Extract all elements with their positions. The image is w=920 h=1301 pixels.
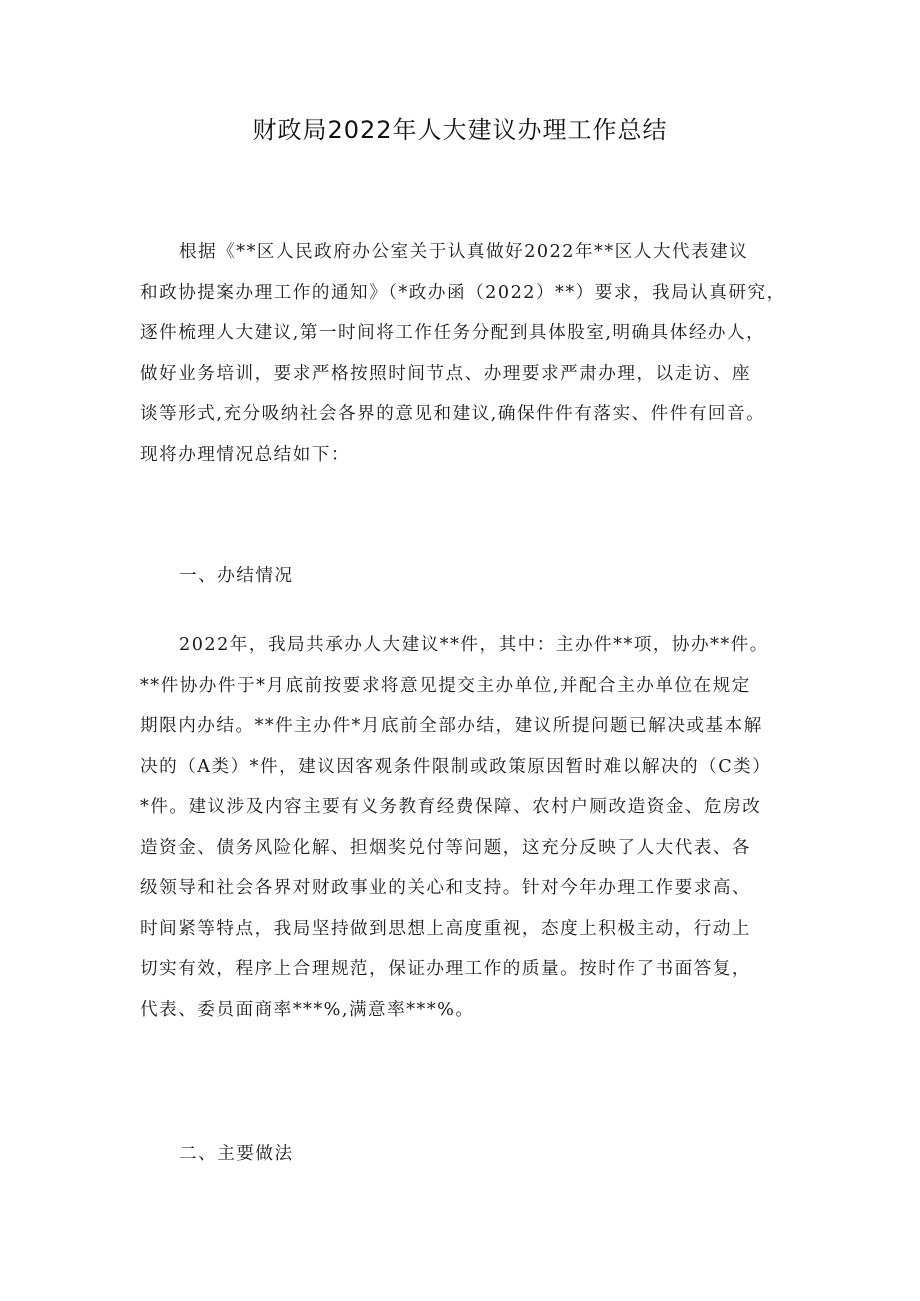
section-heading-completion: 一、办结情况	[179, 566, 294, 586]
paragraph-line: 逐件梳理人大建议,第一时间将工作任务分配到具体股室,明确具体经办人，	[140, 323, 766, 343]
paragraph-line: **件协办件于*月底前按要求将意见提交主办单位,并配合主办单位在规定	[140, 675, 751, 696]
paragraph-intro	[140, 232, 785, 475]
paragraph-line: 期限内办结。**件主办件*月底前全部办结，建议所提问题已解决或基本解	[140, 716, 763, 736]
paragraph-line: 切实有效，程序上合理规范，保证办理工作的质量。按时作了书面答复，	[140, 959, 752, 979]
paragraph-line: 做好业务培训，要求严格按照时间节点、办理要求严肃办理，以走访、座	[140, 363, 752, 384]
paragraph-line: 决的（A类）*件，建议因客观条件限制或政策原因暂时难以解决的（C类）	[140, 756, 772, 777]
paragraph-line: 造资金、债务风险化解、担烟奖兑付等问题，这充分反映了人大代表、各	[140, 837, 752, 858]
paragraph-line: 谈等形式,充分吸纳社会各界的意见和建议,确保件件有落实、件件有回音。	[140, 404, 766, 424]
paragraph-completion	[140, 625, 785, 1030]
paragraph-line: 2022年，我局共承办人大建议**件，其中：主办件**项，协办**件。	[179, 635, 769, 655]
paragraph-line: 级领导和社会各界对财政事业的关心和支持。针对今年办理工作要求高、	[140, 878, 752, 898]
document-title: 财政局2022年人大建议办理工作总结	[252, 116, 668, 144]
paragraph-line: 根据《**区人民政府办公室关于认真做好2022年**区人大代表建议	[179, 242, 749, 262]
paragraph-line: 代表、委员面商率***%,满意率***%。	[140, 999, 475, 1020]
paragraph-line: *件。建议涉及内容主要有义务教育经费保障、农村户厕改造资金、危房改	[140, 797, 762, 817]
paragraph-line: 和政协提案办理工作的通知》（*政办函（2022）**）要求，我局认真研究，	[140, 282, 786, 303]
paragraph-line: 时间紧等特点，我局坚持做到思想上高度重视，态度上积极主动，行动上	[140, 918, 752, 939]
section-heading-methods: 二、主要做法	[179, 1144, 294, 1164]
paragraph-line: 现将办理情况总结如下：	[140, 444, 351, 465]
